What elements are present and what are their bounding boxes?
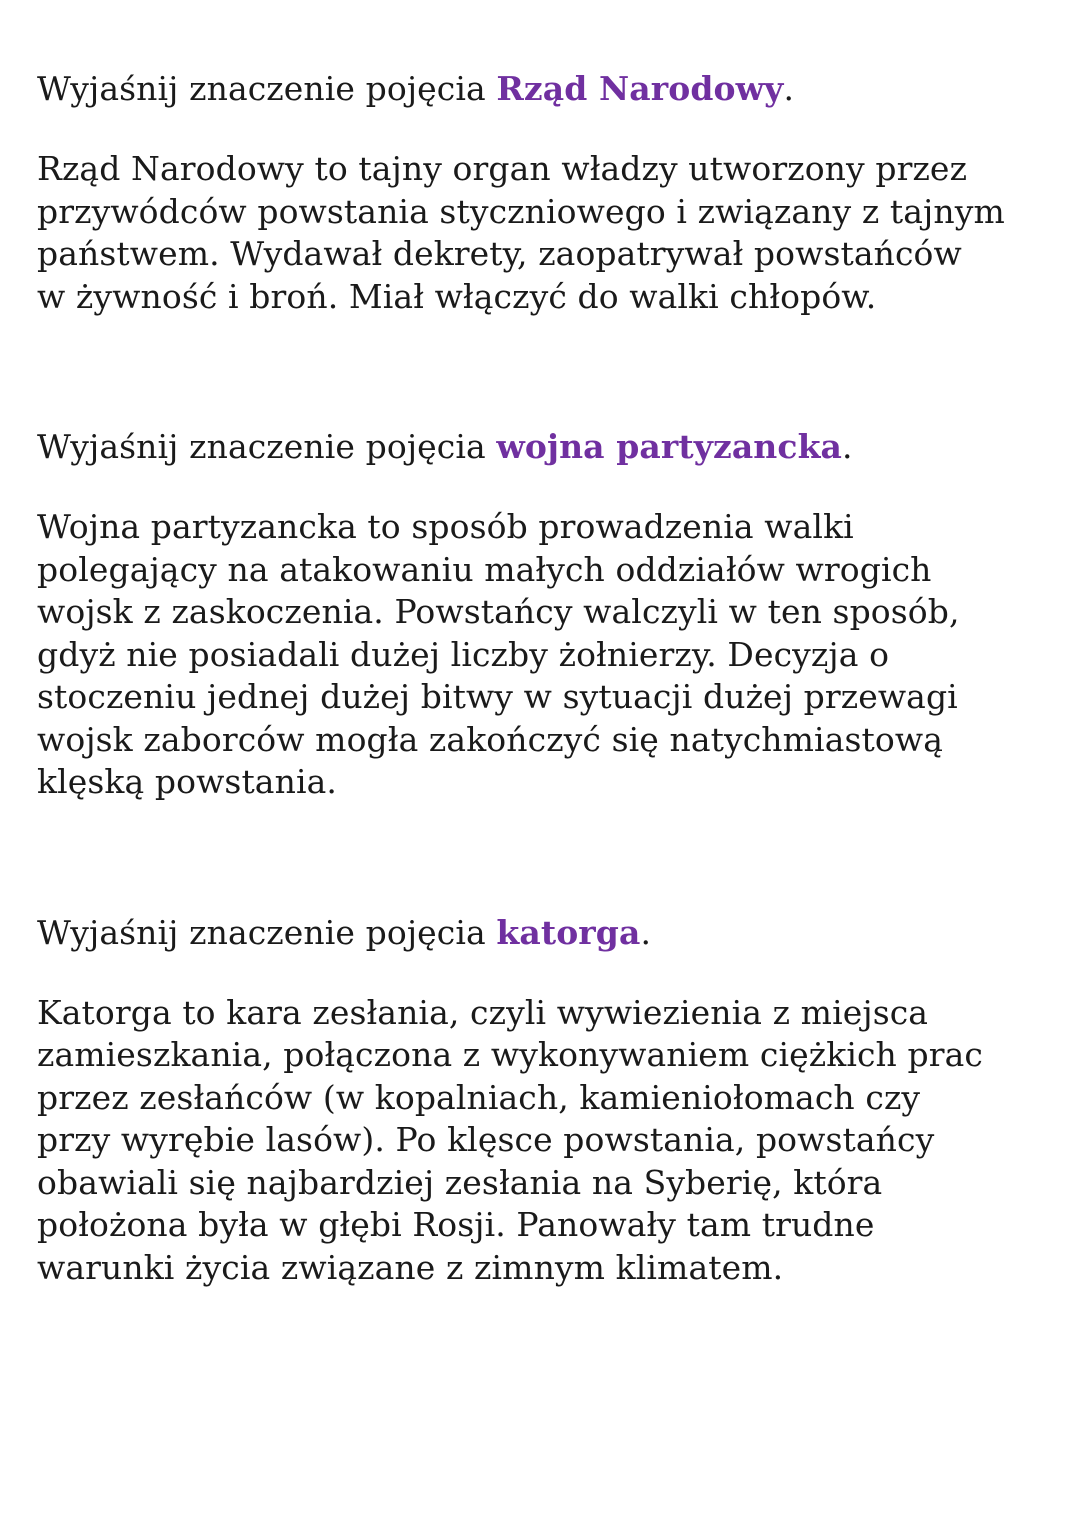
answer-line: Katorga to kara zesłania, czyli wywiezienia z miejsca (37, 992, 929, 1032)
section-katorga (37, 906, 1057, 1290)
term-highlight: wojna partyzancka (496, 427, 843, 466)
question-heading (37, 420, 1057, 474)
answer-line: zamieszkania, połączona z wykonywaniem ciężkich prac (37, 1035, 983, 1074)
answer-line: wojsk z zaskoczenia. Powstańcy walczyli w ten sposób, (37, 592, 960, 631)
answer-line: państwem. Wydawał dekrety, zaopatrywał powstańców (37, 234, 962, 273)
answer-line: gdyż nie posiadali dużej liczby żołnierzy. Decyzja o (37, 634, 890, 674)
question-heading (37, 62, 1057, 116)
question-heading (37, 906, 1057, 960)
answer-paragraph (37, 148, 1057, 318)
answer-line: polegający na atakowaniu małych oddziałów wrogich (37, 549, 932, 589)
question-prefix: Wyjaśnij znaczenie pojęcia (37, 427, 497, 466)
question-suffix: . (783, 69, 795, 108)
answer-line: Rząd Narodowy to tajny organ władzy utworzony przez (37, 149, 968, 188)
answer-line: wojsk zaborców mogła zakończyć się natychmiastową (37, 719, 943, 759)
question-prefix: Wyjaśnij znaczenie pojęcia (37, 912, 497, 952)
question-suffix: . (640, 912, 652, 952)
answer-line: w żywność i broń. Miał włączyć do walki chłopów. (37, 276, 877, 316)
term-highlight: katorga (496, 912, 641, 952)
term-highlight: Rząd Narodowy (496, 69, 784, 108)
section-wojna-partyzancka (37, 420, 1057, 804)
answer-line: stoczeniu jednej dużej bitwy w sytuacji dużej przewagi (37, 677, 958, 716)
answer-line: przy wyrębie lasów). Po klęsce powstania, powstańcy (37, 1120, 935, 1159)
section-rzad-narodowy (37, 62, 1057, 318)
answer-paragraph (37, 992, 1057, 1290)
answer-line: klęską powstania. (37, 762, 337, 801)
answer-line: Wojna partyzancka to sposób prowadzenia walki (37, 507, 854, 546)
answer-paragraph (37, 506, 1057, 804)
answer-line: przywódców powstania styczniowego i związany z tajnym (37, 191, 1005, 231)
question-prefix: Wyjaśnij znaczenie pojęcia (37, 69, 497, 108)
document-page (37, 62, 1057, 1289)
question-suffix: . (842, 427, 853, 466)
answer-line: przez zesłańców (w kopalniach, kamieniołomach czy (37, 1077, 921, 1117)
answer-line: obawiali się najbardziej zesłania na Syberię, która (37, 1162, 883, 1202)
answer-line: położona była w głębi Rosji. Panowały tam trudne (37, 1205, 875, 1244)
answer-line: warunki życia związane z zimnym klimatem. (37, 1247, 784, 1287)
